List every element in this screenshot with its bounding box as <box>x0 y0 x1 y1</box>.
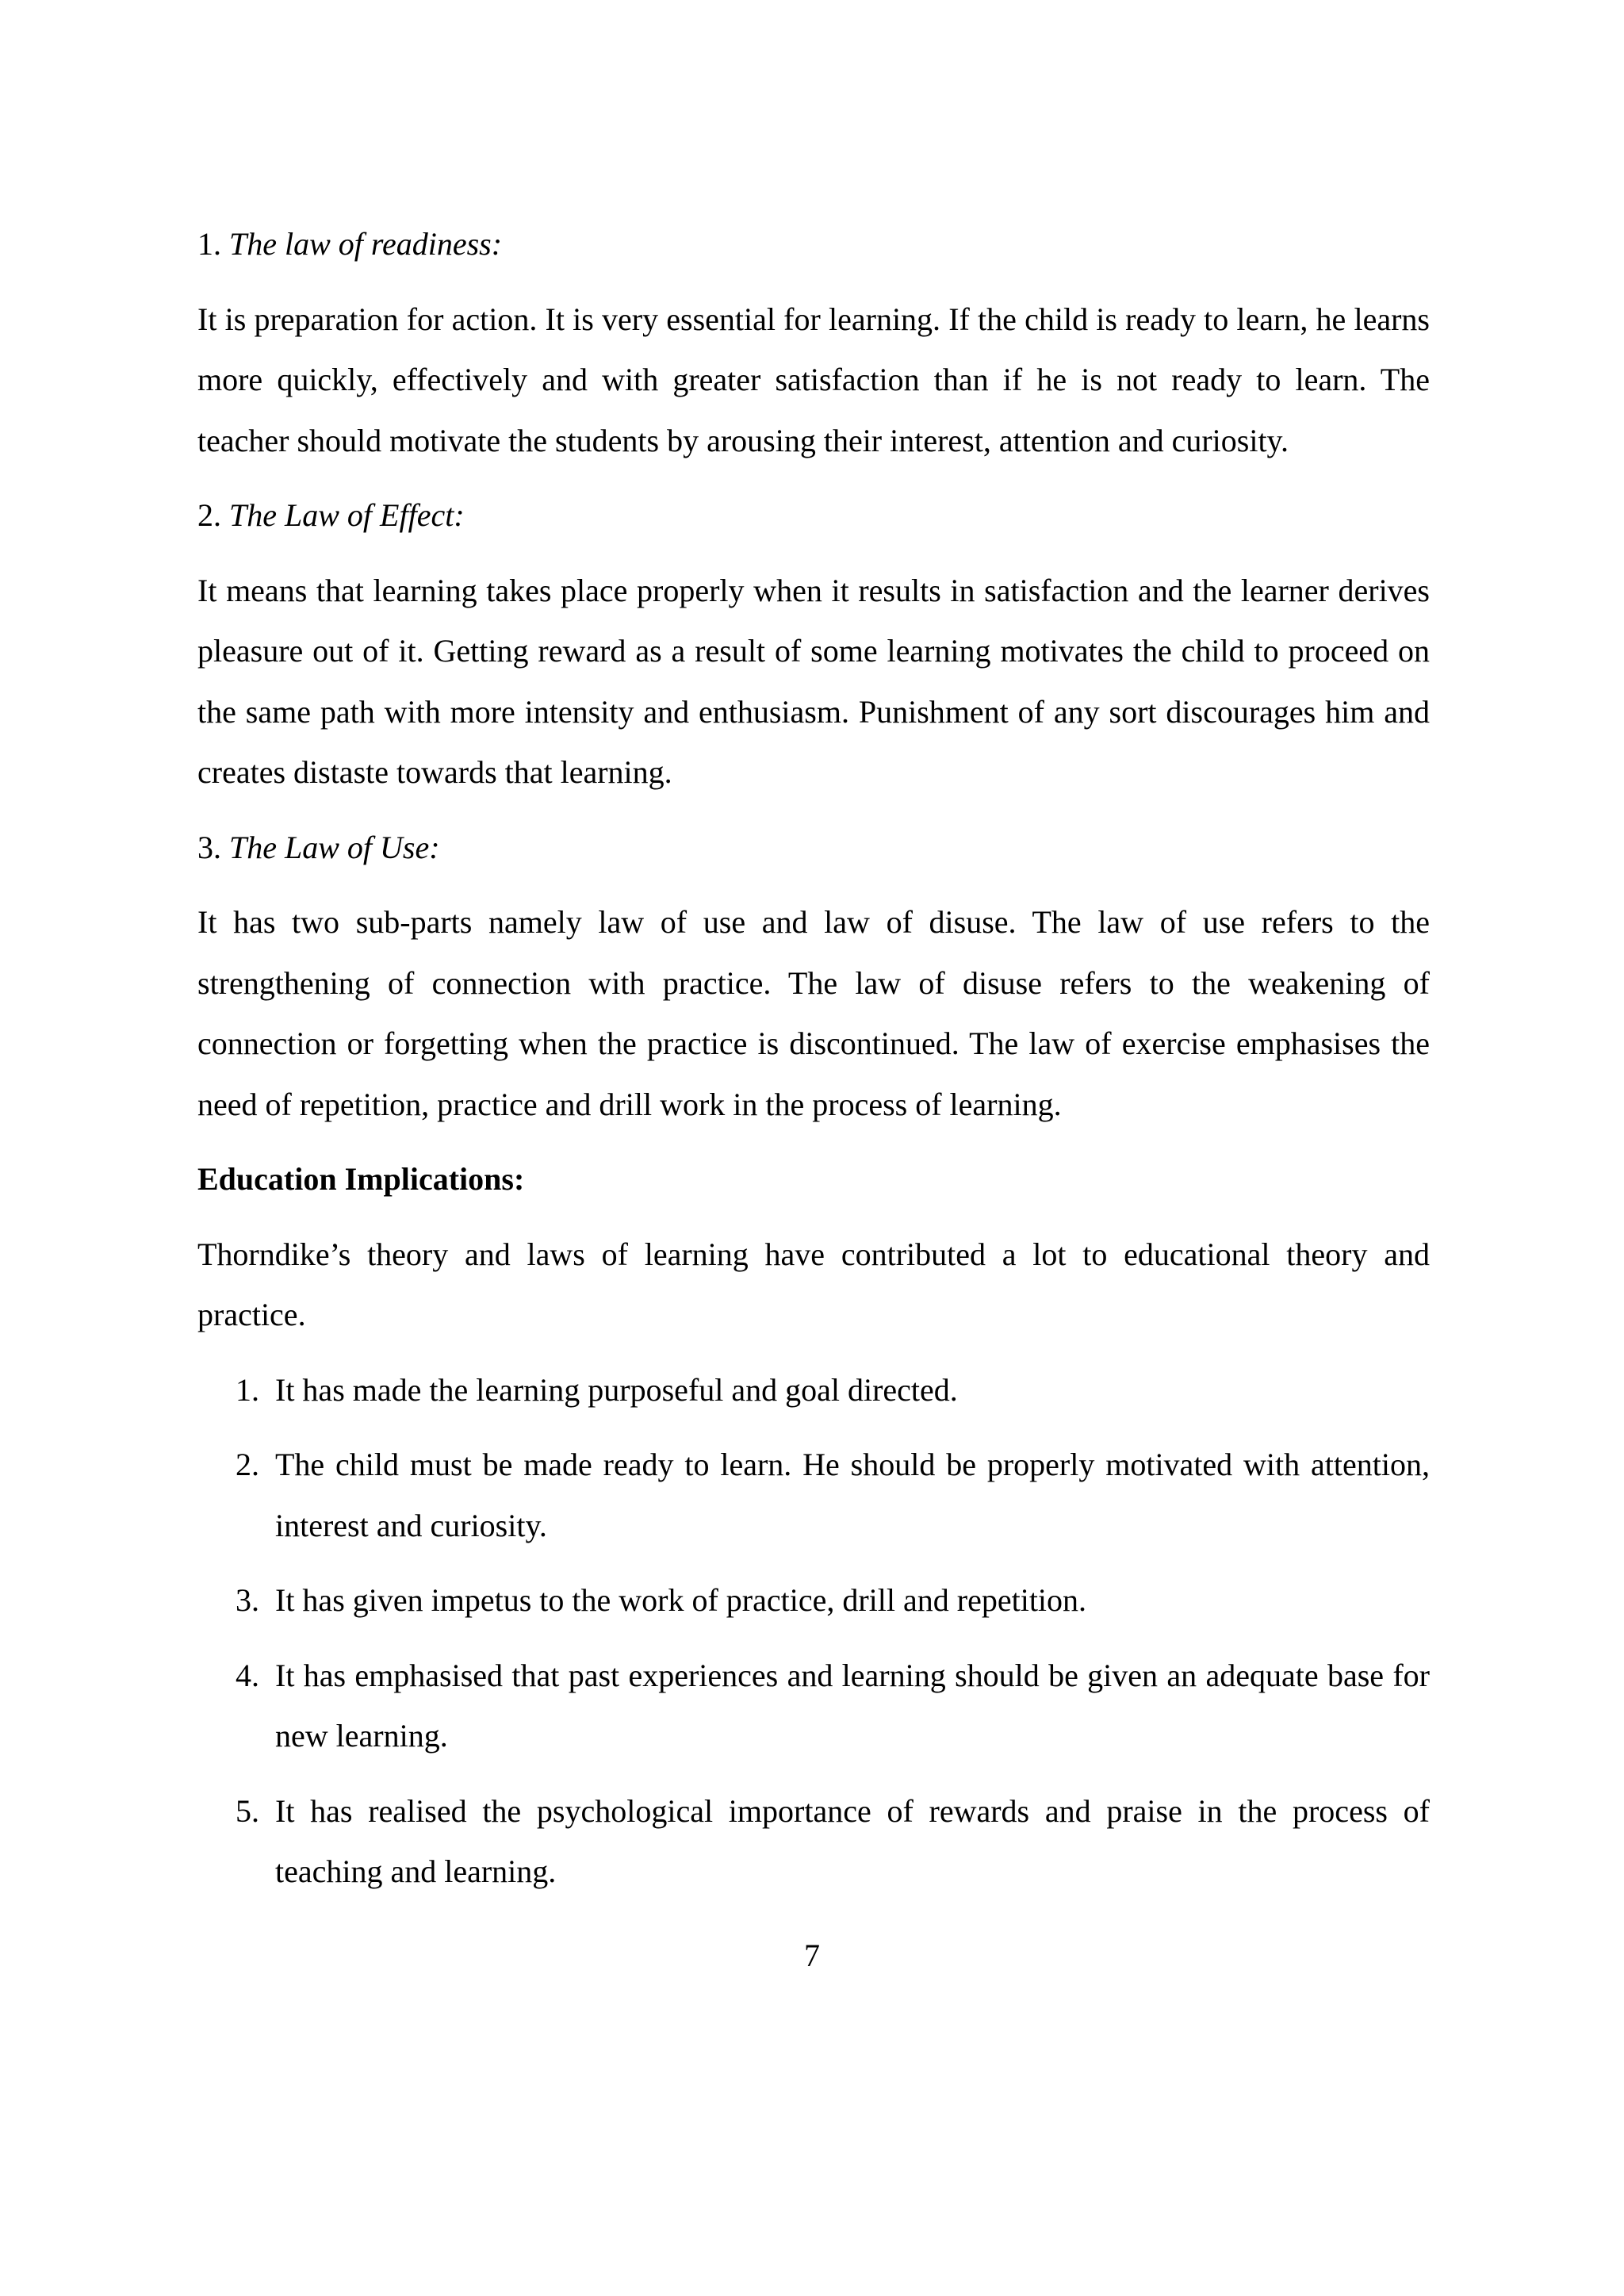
page-number: 7 <box>804 1938 820 1973</box>
law-title: The law of readiness: <box>229 226 503 262</box>
list-item-number: 3. <box>236 1582 259 1618</box>
law-heading-use <box>197 818 1430 879</box>
list-item-number: 1. <box>236 1371 259 1408</box>
law-description-use: It has two sub-parts namely law of use and law of disuse. The law of use refers to the strengthening of connection with practice. The law of disuse refers to the weakening of connection or forgetting when the practice is discontinued. The law of exercise emphasises the need of repetition, practice and drill work in the process of learning. <box>197 904 1430 1122</box>
list-item <box>197 1570 1430 1631</box>
list-item-text: It has made the learning purposeful and goal directed. <box>275 1371 958 1408</box>
list-item-number: 5. <box>236 1792 259 1829</box>
law-heading-readiness <box>197 214 1430 275</box>
law-description-readiness: It is preparation for action. It is very essential for learning. If the child is ready to learn, he learns more quickly, effectively and with greater satisfaction than if he is not ready to learn. The teacher should motivate the students by arousing their interest, attention and curiosity. <box>197 301 1430 458</box>
list-item-text: It has realised the psychological importance of rewards and praise in the process of teaching and learning. <box>275 1792 1430 1889</box>
implications-heading: Education Implications: <box>197 1161 525 1197</box>
list-item-number: 2. <box>236 1447 259 1482</box>
list-item <box>197 1435 1430 1556</box>
list-item-text: It has given impetus to the work of practice, drill and repetition. <box>275 1582 1087 1618</box>
list-item <box>197 1646 1430 1767</box>
list-item <box>197 1781 1430 1903</box>
implications-intro: Thorndike’s theory and laws of learning have contributed a lot to educational theory and practice. <box>197 1236 1430 1332</box>
law-title: The Law of Use: <box>229 829 440 865</box>
law-description-effect: It means that learning takes place properly when it results in satisfaction and the learner derives pleasure out of it. Getting reward as a result of some learning motivates the child to proceed on the same path with more intensity and enthusiasm. Punishment of any sort discourages him and creates distaste towards that learning. <box>197 572 1430 790</box>
implications-list <box>197 1360 1430 1903</box>
law-number: 1. <box>197 226 221 262</box>
law-number: 2. <box>197 497 221 533</box>
list-item-number: 4. <box>236 1657 259 1693</box>
page-content <box>197 214 1430 1903</box>
list-item-text: The child must be made ready to learn. He should be properly motivated with attention, interest and curiosity. <box>275 1447 1430 1543</box>
law-number: 3. <box>197 829 221 865</box>
list-item-text: It has emphasised that past experiences and learning should be given an adequate base for new learning. <box>275 1657 1430 1754</box>
law-title: The Law of Effect: <box>229 497 465 533</box>
list-item <box>197 1360 1430 1421</box>
law-heading-effect <box>197 485 1430 546</box>
